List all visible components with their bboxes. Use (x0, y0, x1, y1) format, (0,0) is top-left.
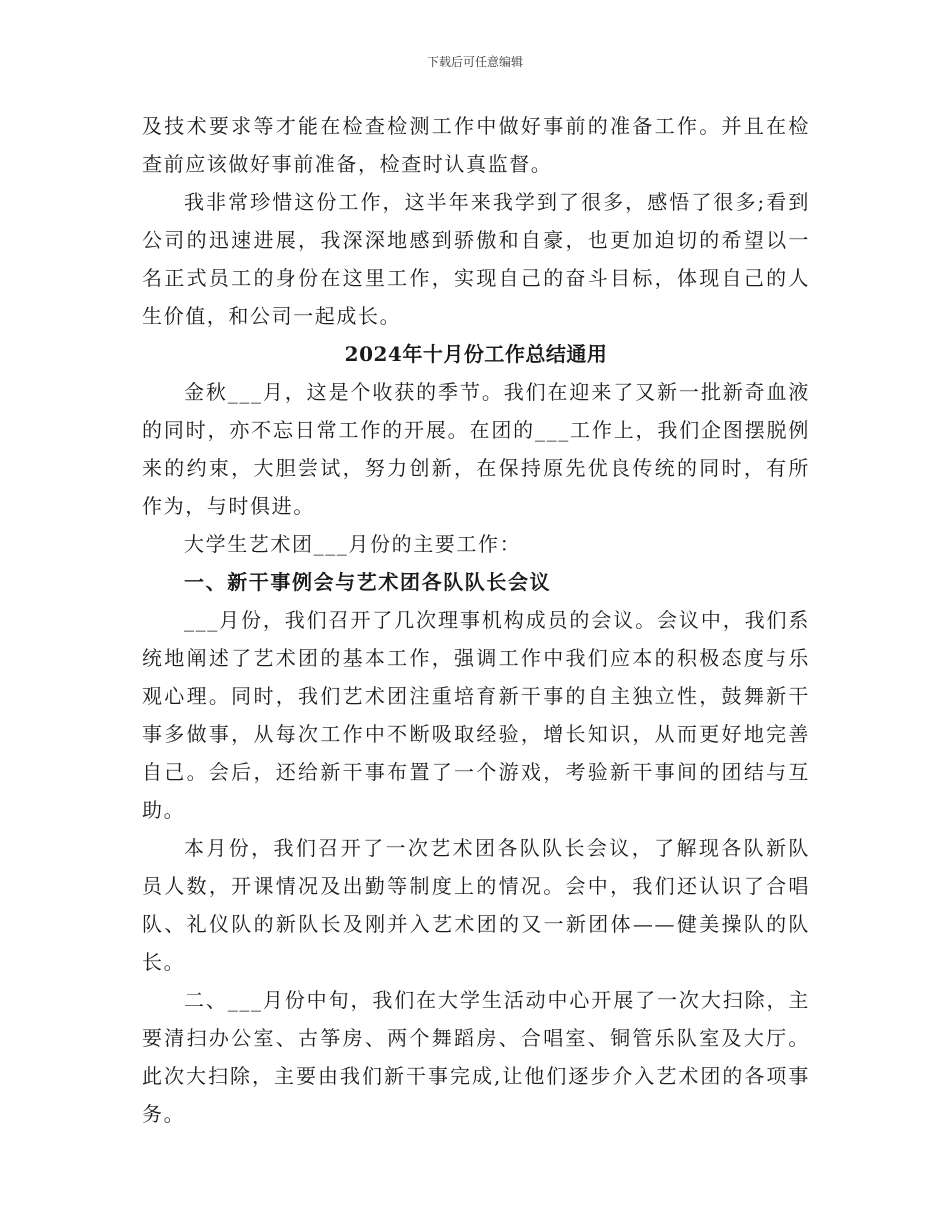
paragraph-intro: 金秋___月，这是个收获的季节。我们在迎来了又新一批新奇血液的同时，亦不忘日常工作的开展。在团的___工作上，我们企图摆脱例来的约束，大胆尝试，努力创新，在保持原先优良传统的同时，有所作为，与时俱进。 (142, 380, 810, 518)
page-header: 下载后可任意编辑 (426, 55, 523, 69)
paragraph-reflection: 我非常珍惜这份工作，这半年来我学到了很多，感悟了很多;看到公司的迅速进展，我深深地感到骄傲和自豪，也更加迫切的希望以一名正式员工的身份在这里工作，实现自己的奋斗目标，体现自己的人生价值，和公司一起成长。 (142, 190, 810, 328)
document-body (142, 107, 810, 1133)
paragraph-main-work: 大学生艺术团___月份的主要工作： (184, 532, 522, 556)
paragraph-cleanup: 二、___月份中旬，我们在大学生活动中心开展了一次大扫除，主要清扫办公室、古筝房、两个舞蹈房、合唱室、铜管乐队室及大厅。此次大扫除，主要由我们新干事完成,让他们逐步介入艺术团的各项事务。 (142, 988, 810, 1126)
document-title: 2024年十月份工作总结通用 (344, 342, 608, 366)
paragraph-staff-meeting: ___月份，我们召开了几次理事机构成员的会议。会议中，我们系统地阐述了艺术团的基本工作，强调工作中我们应本的积极态度与乐观心理。同时，我们艺术团注重培育新干事的自主独立性，鼓舞新干事多做事，从每次工作中不断吸取经验，增长知识，从而更好地完善自己。会后，还给新干事布置了一个游戏，考验新干事间的团结与互助。 (142, 608, 810, 822)
section-heading-meetings: 一、新干事例会与艺术团各队队长会议 (184, 570, 552, 594)
paragraph-continuation: 及技术要求等才能在检查检测工作中做好事前的准备工作。并且在检查前应该做好事前准备，检查时认真监督。 (142, 114, 810, 176)
paragraph-leaders-meeting: 本月份，我们召开了一次艺术团各队队长会议，了解现各队新队员人数，开课情况及出勤等制度上的情况。会中，我们还认识了合唱队、礼仪队的新队长及刚并入艺术团的又一新团体——健美操队的队长。 (142, 836, 810, 974)
